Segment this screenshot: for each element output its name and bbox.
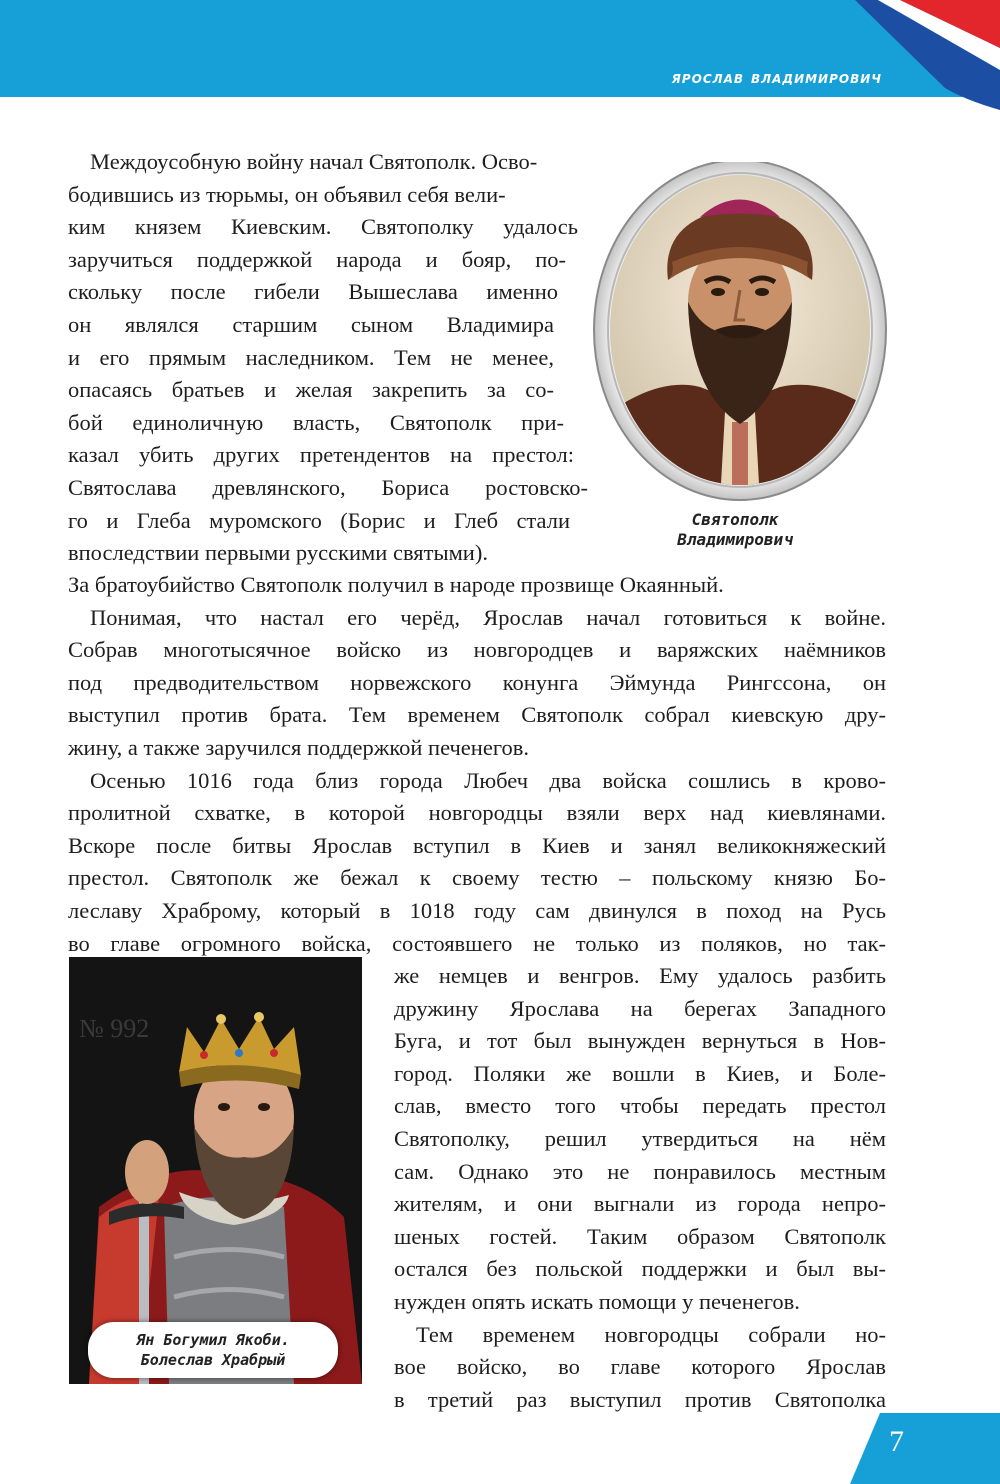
text-line: Собрав многотысячное войско из новгородцев и варяжских наёмников (68, 637, 886, 663)
caption-line: Владимирович (677, 530, 793, 549)
text-line: пролитной схватке, в которой новгородцы взяли верх над киевлянами. (68, 800, 886, 826)
text-line: Святослава древлянского, Бориса ростовско- (68, 474, 588, 500)
text-line: бодившись из тюрьмы, он объявил себя вели- (68, 181, 506, 207)
svyatopolk-portrait (590, 162, 890, 502)
text-block-top (68, 146, 592, 570)
text-line: жителям, и они выгнали из города непро- (394, 1191, 886, 1217)
text-line: Вскоре после битвы Ярослав вступил в Киев и занял великокняжеский (68, 832, 886, 858)
text-line: дружину Ярослава на берегах Западного (394, 995, 886, 1021)
caption-line: Болеслав Храбрый (140, 1351, 286, 1369)
page-number-tab (850, 1413, 1000, 1484)
text-line: ким князем Киевским. Святополку удалось (68, 214, 578, 240)
text-line: Святополку, решил утвердиться на нём (394, 1125, 886, 1151)
text-block-main (68, 569, 886, 960)
text-line: же немцев и венгров. Ему удалось разбить (394, 963, 886, 988)
text-line: впоследствии первыми русскими святыми). (68, 540, 488, 566)
russian-flag-ribbon (750, 0, 1000, 120)
text-line: заручиться поддержкой народа и бояр, по- (68, 246, 566, 272)
text-line: скольку после гибели Вышеслава именно (68, 279, 558, 305)
text-line: бой единоличную власть, Святополк при- (68, 409, 564, 435)
text-block-right (394, 960, 886, 1416)
text-line: выступил против брата. Тем временем Святополк собрал киевскую дру- (68, 702, 886, 728)
text-line: он являлся старшим сыном Владимира (68, 311, 554, 337)
text-line: опасаясь братьев и желая закрепить за со- (68, 377, 554, 403)
text-line: го и Глеба муромского (Борис и Глеб стали (68, 507, 570, 533)
chapter-title: ярослав владимирович (671, 68, 882, 88)
painting-number: № 992 (79, 1014, 150, 1043)
text-line: За братоубийство Святополк получил в народе прозвище Окаянный. (68, 572, 724, 597)
text-line: престол. Святополк же бежал к своему тестю – польскому князю Бо- (68, 865, 886, 891)
text-line: и его прямым наследником. Тем не менее, (68, 344, 554, 370)
text-line: леславу Храброму, который в 1018 году сам двинулся в поход на Русь (68, 897, 886, 923)
text-line: Буга, и тот был вынужден вернуться в Нов- (394, 1028, 886, 1054)
text-line: жину, а также заручился поддержкой печенегов. (68, 734, 529, 760)
text-line: казал убить других претендентов на престол: (68, 442, 574, 468)
text-line: слав, вместо того чтобы передать престол (394, 1093, 886, 1119)
boleslaw-painting (69, 957, 362, 1384)
text-line: Тем временем новгородцы собрали но- (416, 1321, 886, 1347)
text-line: сам. Однако это не понравилось местным (394, 1158, 886, 1184)
text-line: город. Поляки же вошли в Киев, и Боле- (394, 1060, 886, 1086)
text-line: Междоусобную войну начал Святополк. Осво- (90, 149, 538, 174)
text-line: нужден опять искать помощи у печенегов. (394, 1288, 800, 1314)
caption-top (645, 510, 825, 550)
text-line: остался без польской поддержки и был вы- (394, 1256, 886, 1282)
caption-line: Ян Богумил Якоби. (136, 1331, 290, 1349)
caption-bottom (88, 1322, 338, 1378)
text-line: Осенью 1016 года близ города Любеч два войска сошлись в крово- (90, 767, 886, 793)
text-line: под предводительством норвежского конунга Эймунда Рингссона, он (68, 669, 886, 695)
text-line: во главе огромного войска, состоявшего не только из поляков, но так- (68, 930, 886, 956)
text-line: шеных гостей. Таким образом Святополк (394, 1223, 886, 1249)
text-line: вое войско, во главе которого Ярослав (394, 1354, 886, 1380)
page-number: 7 (889, 1425, 904, 1458)
text-line: Понимая, что настал его черёд, Ярослав начал готовиться к войне. (90, 604, 886, 630)
caption-line: Святополк (691, 510, 779, 529)
text-line: в третий раз выступил против Святополка (394, 1386, 886, 1412)
